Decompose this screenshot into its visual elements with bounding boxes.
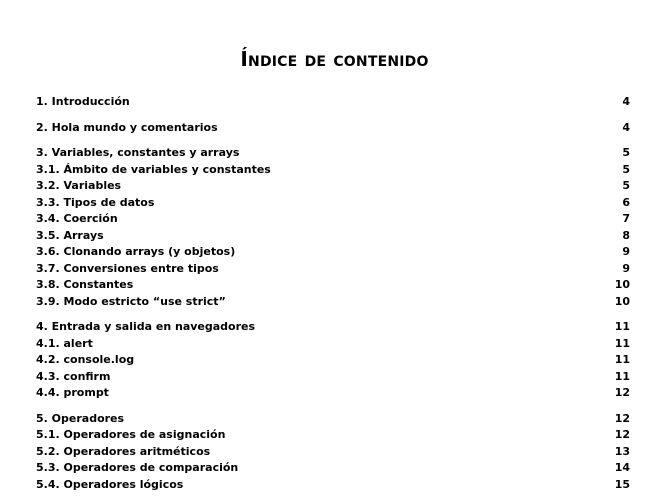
toc-entry[interactable]: [36, 277, 630, 294]
toc-entry-page-number: 8: [622, 228, 630, 242]
toc-section: [36, 411, 630, 494]
toc-entry[interactable]: [36, 427, 630, 444]
toc-entry-label: 3.5. Arrays: [36, 228, 104, 242]
toc-entry-label: 5.4. Operadores lógicos: [36, 477, 184, 491]
toc-entry-page-number: 9: [622, 261, 630, 275]
toc-entry-label: 3. Variables, constantes y arrays: [36, 146, 240, 159]
toc-entry-page-number: 4: [622, 120, 630, 134]
toc-entry[interactable]: [36, 195, 630, 212]
toc-entry-page-number: 11: [614, 336, 630, 350]
toc-entry[interactable]: [36, 228, 630, 245]
toc-entry-label: 5. Operadores: [36, 411, 125, 425]
toc-entry[interactable]: [36, 411, 630, 428]
toc-entry-page-number: 5: [622, 162, 630, 176]
toc-entry-page-number: 11: [614, 369, 630, 383]
toc-entry[interactable]: [36, 460, 630, 477]
toc-entry-label: 5.2. Operadores aritméticos: [36, 444, 211, 458]
toc-section: [36, 120, 630, 137]
toc-entry-page-number: 4: [622, 95, 630, 108]
toc-entry[interactable]: [36, 369, 630, 386]
toc-section: [36, 145, 630, 310]
toc-section: [36, 319, 630, 402]
toc-entry-page-number: 11: [614, 320, 630, 333]
toc-entry-page-number: 13: [614, 444, 630, 458]
toc-entry[interactable]: [36, 94, 630, 111]
toc-entry[interactable]: [36, 477, 630, 494]
toc-entry[interactable]: [36, 294, 630, 311]
toc-entry-page-number: 12: [614, 386, 630, 399]
toc-entry-label: 3.2. Variables: [36, 179, 122, 192]
toc-entry-label: 3.7. Conversiones entre tipos: [36, 261, 219, 275]
toc-entry-label: 4.3. confirm: [36, 369, 111, 383]
toc-entry[interactable]: [36, 385, 630, 402]
toc-entry-label: 2. Hola mundo y comentarios: [36, 120, 218, 134]
toc-entry-page-number: 7: [622, 212, 630, 225]
toc-entry-page-number: 5: [622, 179, 630, 192]
toc-entry-label: 5.1. Operadores de asignación: [36, 428, 226, 441]
toc-entry[interactable]: [36, 261, 630, 278]
toc-entry-page-number: 11: [614, 353, 630, 366]
toc-entry-page-number: 14: [614, 461, 630, 474]
toc-entry-page-number: 15: [614, 477, 630, 491]
toc-entry-page-number: 6: [622, 195, 630, 209]
toc-entry[interactable]: [36, 145, 630, 162]
toc-section: [36, 94, 630, 111]
toc-entry[interactable]: [36, 352, 630, 369]
toc-entry-page-number: 12: [614, 428, 630, 441]
toc-entry-label: 5.3. Operadores de comparación: [36, 461, 239, 474]
toc-entry-label: 3.9. Modo estricto “use strict”: [36, 294, 226, 308]
toc-entry-label: 4.1. alert: [36, 336, 93, 350]
table-of-contents: [36, 94, 630, 502]
page-title: Índice de contenido: [240, 47, 429, 71]
toc-entry-label: 3.1. Ámbito de variables y constantes: [36, 162, 271, 176]
toc-entry[interactable]: [36, 211, 630, 228]
toc-entry-label: 4.4. prompt: [36, 386, 109, 399]
toc-entry-label: 3.6. Clonando arrays (y objetos): [36, 245, 236, 258]
toc-entry[interactable]: [36, 244, 630, 261]
toc-entry-label: 3.8. Constantes: [36, 278, 134, 291]
toc-entry-label: 1. Introducción: [36, 95, 130, 108]
toc-entry-label: 3.3. Tipos de datos: [36, 195, 155, 209]
toc-entry-page-number: 10: [614, 294, 630, 308]
toc-entry-page-number: 10: [614, 278, 630, 291]
toc-entry[interactable]: [36, 120, 630, 137]
toc-entry-page-number: 9: [622, 245, 630, 258]
toc-entry-page-number: 12: [614, 411, 630, 425]
toc-entry[interactable]: [36, 178, 630, 195]
toc-entry[interactable]: [36, 319, 630, 336]
toc-entry[interactable]: [36, 336, 630, 353]
toc-entry-label: 4.2. console.log: [36, 353, 135, 366]
toc-entry[interactable]: [36, 444, 630, 461]
toc-entry[interactable]: [36, 162, 630, 179]
toc-entry-label: 4. Entrada y salida en navegadores: [36, 320, 256, 333]
toc-entry-page-number: 5: [622, 146, 630, 159]
toc-entry-label: 3.4. Coerción: [36, 212, 118, 225]
